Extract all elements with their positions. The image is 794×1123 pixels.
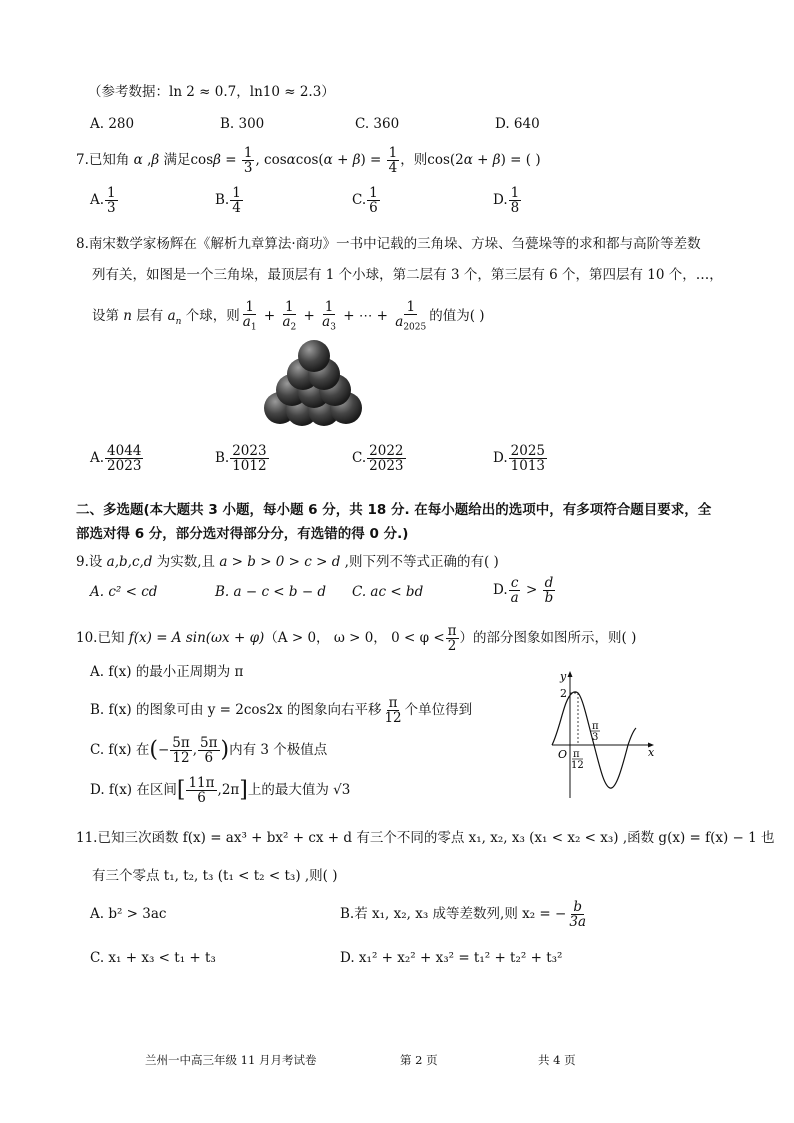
graph-axis-y-label: y xyxy=(560,670,567,683)
graph-pi12-denominator: 12 xyxy=(571,760,584,771)
q11-option-a[interactable]: A. b² > 3ac xyxy=(90,906,167,922)
triangular-pile-figure xyxy=(258,338,368,430)
q9-option-b[interactable]: B. a − c < b − d xyxy=(215,584,327,600)
q10-option-d[interactable]: D. f(x) 在区间[ $\frac{11\pi}{6}$ ,2π]上的最大值为 √3 xyxy=(90,775,351,807)
q6-option-b[interactable]: B. 300 xyxy=(220,116,265,132)
q10-option-a[interactable]: A. f(x) 的最小正周期为 π xyxy=(90,664,244,680)
footer-page-number: 第 2 页 xyxy=(400,1053,438,1067)
q8-option-d[interactable]: D. $\frac{2025}{1013}$ xyxy=(493,443,545,475)
q9-option-a[interactable]: A. c² < cd xyxy=(90,584,158,600)
reference-data: （参考数据：ln 2 ≈ 0.7，ln10 ≈ 2.3） xyxy=(88,84,335,100)
q6-option-c[interactable]: C. 360 xyxy=(355,116,400,132)
q10-option-c[interactable]: C. f(x) 在(− $\frac{5\pi}{12}$ , $\frac{5\pi}{6}$ )内有 3 个极值点 xyxy=(90,735,328,767)
q8-option-b[interactable]: B. $\frac{2023}{1012}$ xyxy=(215,443,267,475)
q8-option-a[interactable]: A. $\frac{4044}{2023}$ xyxy=(90,443,142,475)
q10-stem: 10.已知 f(x) = A sin(ωx + φ)（A > 0， ω > 0， 0 < φ < $\frac{\pi}{2}$ ）的部分图象如图所示，则( ) xyxy=(76,623,637,655)
q7-option-c[interactable]: C. $\frac{1}{6}$ xyxy=(352,185,378,217)
q6-option-d[interactable]: D. 640 xyxy=(495,116,540,132)
graph-origin-label: O xyxy=(558,748,568,761)
q11-option-b[interactable]: B.若 x₁, x₂, x₃ 成等差数列,则 x₂ = − $\frac{b}{3a}$ xyxy=(340,899,586,931)
q8-option-c[interactable]: C. $\frac{2022}{2023}$ xyxy=(352,443,404,475)
q8-line1: 8.南宋数学家杨辉在《解析九章算法·商功》一书中记载的三角垛、方垛、刍甍垛等的求和都与高阶等差数 xyxy=(76,236,701,252)
q8-line3: 设第 n 层有 $a_n$ 个球，则 $\frac{1}{a_1}$ + $\frac{1}{a_2}$ + $\frac{1}{a_3}$ + ⋯ + $\frac{1}{a_{2025}}$ 的值为( ) xyxy=(92,299,485,333)
q7-option-a[interactable]: A. $\frac{1}{3}$ xyxy=(90,185,116,217)
graph-pi3-denominator: 3 xyxy=(592,732,599,743)
q8-line2: 列有关，如图是一个三角垛，最顶层有 1 个小球，第二层有 3 个，第三层有 6 个，第四层有 10 个，…， xyxy=(92,267,723,283)
q9-option-c[interactable]: C. ac < bd xyxy=(352,584,424,600)
q7-option-b[interactable]: B. $\frac{1}{4}$ xyxy=(215,185,241,217)
graph-pi12-numerator: π xyxy=(573,749,580,760)
q10-option-b[interactable]: B. f(x) 的图象可由 y = 2cos2x 的图象向右平移 $\frac{\pi}{12}$ 个单位得到 xyxy=(90,695,473,727)
section-heading-multiple-choice: 二、多选题(本大题共 3 小题，每小题 6 分，共 18 分. 在每小题给出的选项中，有多项符合题目要求，全部选对得 6 分，部分选对得部分分，有选错的得 0 分.) xyxy=(76,502,712,542)
q11-option-d[interactable]: D. x₁² + x₂² + x₃² = t₁² + t₂² + t₃² xyxy=(340,950,563,966)
graph-max-value-label: 2 xyxy=(560,687,567,700)
q7-option-d[interactable]: D. $\frac{1}{8}$ xyxy=(493,185,520,217)
q9-stem: 9.设 a,b,c,d 为实数,且 a > b > 0 > c > d ,则下列不等式正确的有( ) xyxy=(76,554,499,570)
footer-exam-title: 兰州一中高三年级 11 月月考试卷 xyxy=(145,1053,317,1067)
q9-option-d[interactable]: D. $\frac{c}{a}$ > $\frac{d}{b}$ xyxy=(493,575,554,607)
q7-stem: 7.已知角 α ,β 满足cosβ = $\frac{1}{3}$ , cosαcos(α + β) = $\frac{1}{4}$ ，则cos(2α + β) = ( ) xyxy=(76,145,541,177)
q10-sine-graph xyxy=(548,668,660,802)
q11-option-c[interactable]: C. x₁ + x₃ < t₁ + t₃ xyxy=(90,950,216,966)
q6-option-a[interactable]: A. 280 xyxy=(90,116,135,132)
q11-line2: 有三个零点 t₁, t₂, t₃ (t₁ < t₂ < t₃) ,则( ) xyxy=(92,868,338,884)
ball-layer-1 xyxy=(298,340,330,372)
q11-line1: 11.已知三次函数 f(x) = ax³ + bx² + cx + d 有三个不同的零点 x₁, x₂, x₃ (x₁ < x₂ < x₃) ,函数 g(x) = f(x) − 1 也 xyxy=(76,830,775,846)
graph-pi3-numerator: π xyxy=(592,721,599,732)
graph-axis-x-label: x xyxy=(648,746,655,759)
footer-total-pages: 共 4 页 xyxy=(538,1053,576,1067)
